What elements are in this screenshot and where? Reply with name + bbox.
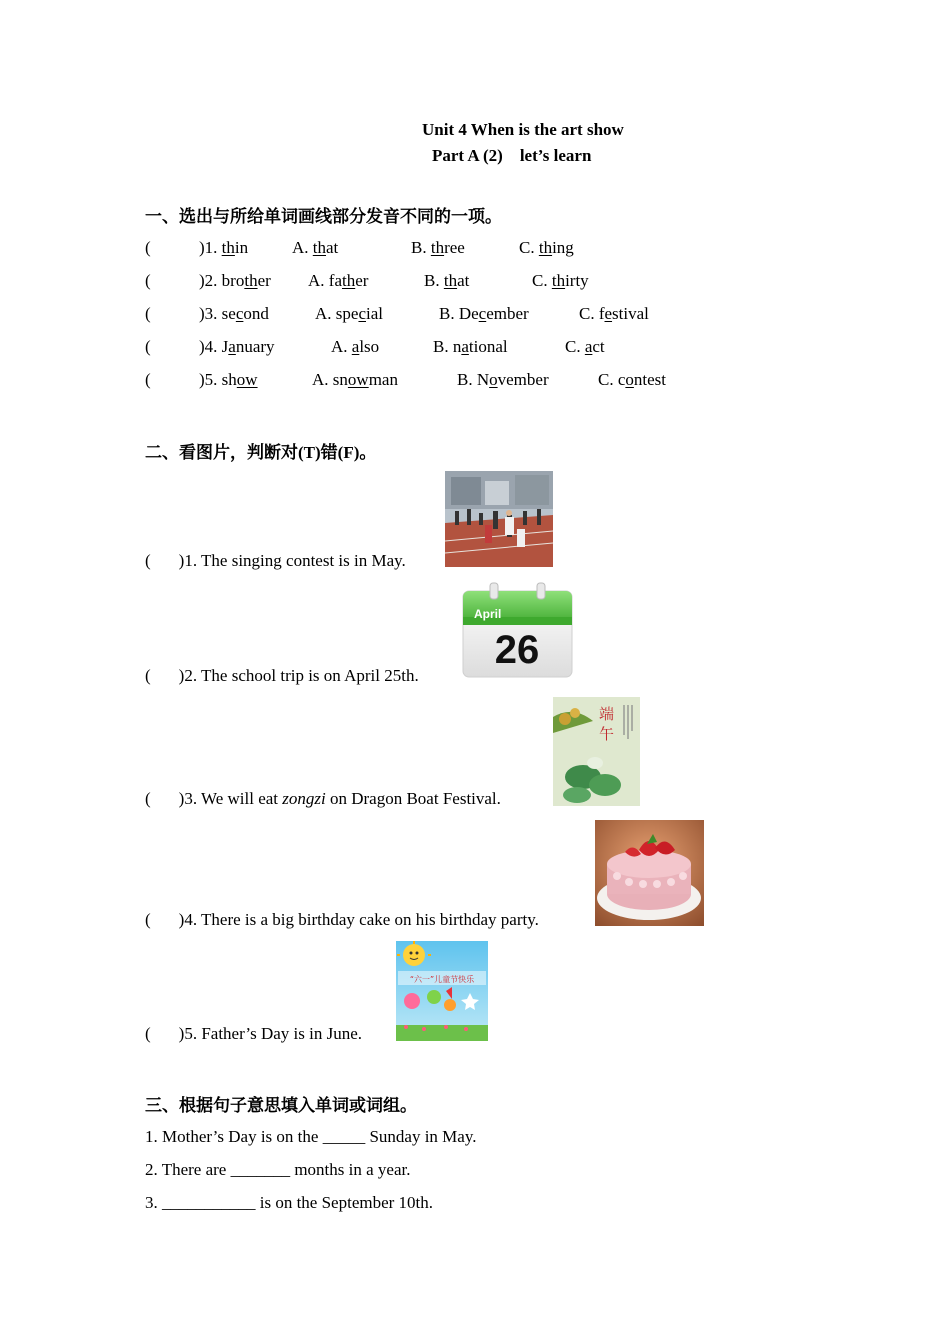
word-part: in <box>234 238 249 257</box>
childrens-day-poster <box>396 941 488 1041</box>
tf-question-3 <box>145 789 501 809</box>
underlined-letters: c <box>358 304 366 323</box>
underlined-letters: o <box>489 370 498 389</box>
option-b <box>457 370 549 390</box>
option-c <box>532 271 589 291</box>
word-part: ree <box>444 238 465 257</box>
question-number: )1. <box>199 238 222 257</box>
word-part: C. <box>519 238 539 257</box>
option-a <box>312 370 398 390</box>
tf-question-4 <box>145 910 539 930</box>
word-part: A. <box>292 238 313 257</box>
poster-char-2: 午 <box>599 725 615 743</box>
fill-blank-2: 2. There are _______ months in a year. <box>145 1160 411 1179</box>
answer-paren[interactable]: ( <box>145 337 151 356</box>
word-part: tional <box>468 337 508 356</box>
question-word <box>199 238 248 258</box>
option-c <box>579 304 649 324</box>
word-part: A. <box>331 337 352 356</box>
answer-paren[interactable]: ( <box>145 271 151 290</box>
word-part: J <box>221 337 229 356</box>
section1-heading: 一、选出与所给单词画线部分发音不同的一项。 <box>145 207 502 226</box>
underlined-letters: th <box>430 238 445 257</box>
word-part: A. spe <box>315 304 359 323</box>
question-text-pre: )3. We will eat <box>178 789 283 808</box>
word-part: ial <box>366 304 383 323</box>
word-part: C. <box>532 271 552 290</box>
fill-blank-3: 3. ___________ is on the September 10th. <box>145 1193 434 1212</box>
word-part: stival <box>612 304 649 323</box>
word-part: ing <box>552 238 574 257</box>
underlined-letters: o <box>625 370 634 389</box>
answer-paren[interactable]: ( <box>145 304 151 323</box>
underlined-letters: a <box>461 337 469 356</box>
tf-question-2 <box>145 666 419 686</box>
word-part: C. c <box>598 370 626 389</box>
word-part: irty <box>565 271 589 290</box>
calendar-icon <box>460 581 575 681</box>
word-part: sh <box>221 370 237 389</box>
word-part: C. f <box>579 304 605 323</box>
calendar-day: 26 <box>494 628 540 672</box>
option-a <box>331 337 379 357</box>
underlined-letters: a <box>228 337 236 356</box>
option-a <box>308 271 368 291</box>
tf-question-1 <box>145 551 406 571</box>
dragon-boat-poster <box>553 697 640 806</box>
question-number: )4. <box>199 337 222 356</box>
word-part: C. <box>565 337 585 356</box>
underlined-letters: th <box>443 271 458 290</box>
answer-paren[interactable]: ( <box>145 789 151 808</box>
underlined-letters: th <box>221 238 235 257</box>
underlined-letters: e <box>604 304 613 323</box>
option-a <box>292 238 338 258</box>
underlined-letters: c <box>235 304 244 323</box>
section3-heading: 三、根据句子意思填入单词或词组。 <box>145 1096 417 1115</box>
worksheet-subtitle: Part A (2) let’s learn <box>432 146 592 165</box>
question-number: )3. <box>199 304 222 323</box>
word-part: A. sn <box>312 370 348 389</box>
poster-banner: “六一”儿童节快乐 <box>409 975 475 984</box>
word-part: ct <box>592 337 605 356</box>
question-text: )5. Father’s Day is in June. <box>178 1024 363 1043</box>
answer-paren[interactable]: ( <box>145 238 151 257</box>
answer-paren[interactable]: ( <box>145 551 151 570</box>
option-c <box>519 238 574 258</box>
option-b <box>433 337 508 357</box>
word-part: er <box>257 271 271 290</box>
underlined-letters: th <box>551 271 566 290</box>
section2-heading: 二、看图片，判断对(T)错(F)。 <box>145 443 377 462</box>
question-number: )2. <box>199 271 222 290</box>
underlined-letters: ow <box>236 370 258 389</box>
word-part: B. De <box>439 304 479 323</box>
underlined-letters: a <box>351 337 360 356</box>
option-b <box>439 304 529 324</box>
word-part: A. fa <box>308 271 342 290</box>
birthday-cake-photo <box>595 820 704 926</box>
word-part: vember <box>497 370 549 389</box>
word-part: at <box>457 271 470 290</box>
word-part: man <box>368 370 398 389</box>
tf-question-5 <box>145 1024 362 1044</box>
option-b <box>424 271 469 291</box>
underlined-letters: th <box>312 238 327 257</box>
word-part: ntest <box>633 370 666 389</box>
underlined-letters: ow <box>347 370 369 389</box>
option-b <box>411 238 465 258</box>
word-part: B. <box>424 271 444 290</box>
word-part: B. N <box>457 370 490 389</box>
answer-paren[interactable]: ( <box>145 370 151 389</box>
question-word <box>199 271 271 291</box>
question-word <box>199 337 275 357</box>
word-part: B. <box>411 238 431 257</box>
answer-paren[interactable]: ( <box>145 910 151 929</box>
underlined-letters: th <box>538 238 553 257</box>
poster-char-1: 端 <box>599 705 615 723</box>
underlined-letters: th <box>341 271 356 290</box>
calendar-month: April <box>474 607 502 621</box>
question-text-em: zongzi <box>282 789 326 808</box>
underlined-letters: a <box>584 337 593 356</box>
question-word <box>199 370 258 390</box>
word-part: B. n <box>433 337 462 356</box>
question-number: )5. <box>199 370 222 389</box>
answer-paren[interactable]: ( <box>145 1024 151 1043</box>
question-text: )1. The singing contest is in May. <box>178 551 406 570</box>
worksheet-title: Unit 4 When is the art show <box>422 120 624 139</box>
answer-paren[interactable]: ( <box>145 666 151 685</box>
option-a <box>315 304 383 324</box>
question-text-post: on Dragon Boat Festival. <box>325 789 501 808</box>
question-word <box>199 304 269 324</box>
word-part: nuary <box>235 337 275 356</box>
running-track-photo <box>445 471 553 567</box>
underlined-letters: c <box>478 304 487 323</box>
question-text: )4. There is a big birthday cake on his birthday party. <box>178 910 539 929</box>
word-part: lso <box>359 337 380 356</box>
word-part: ond <box>243 304 269 323</box>
question-text: )2. The school trip is on April 25th. <box>178 666 419 685</box>
word-part: at <box>326 238 339 257</box>
underlined-letters: th <box>244 271 258 290</box>
word-part: er <box>355 271 369 290</box>
word-part: bro <box>221 271 245 290</box>
option-c <box>565 337 605 357</box>
word-part: ember <box>486 304 529 323</box>
option-c <box>598 370 666 390</box>
word-part: se <box>221 304 236 323</box>
fill-blank-1: 1. Mother’s Day is on the _____ Sunday in May. <box>145 1127 477 1146</box>
